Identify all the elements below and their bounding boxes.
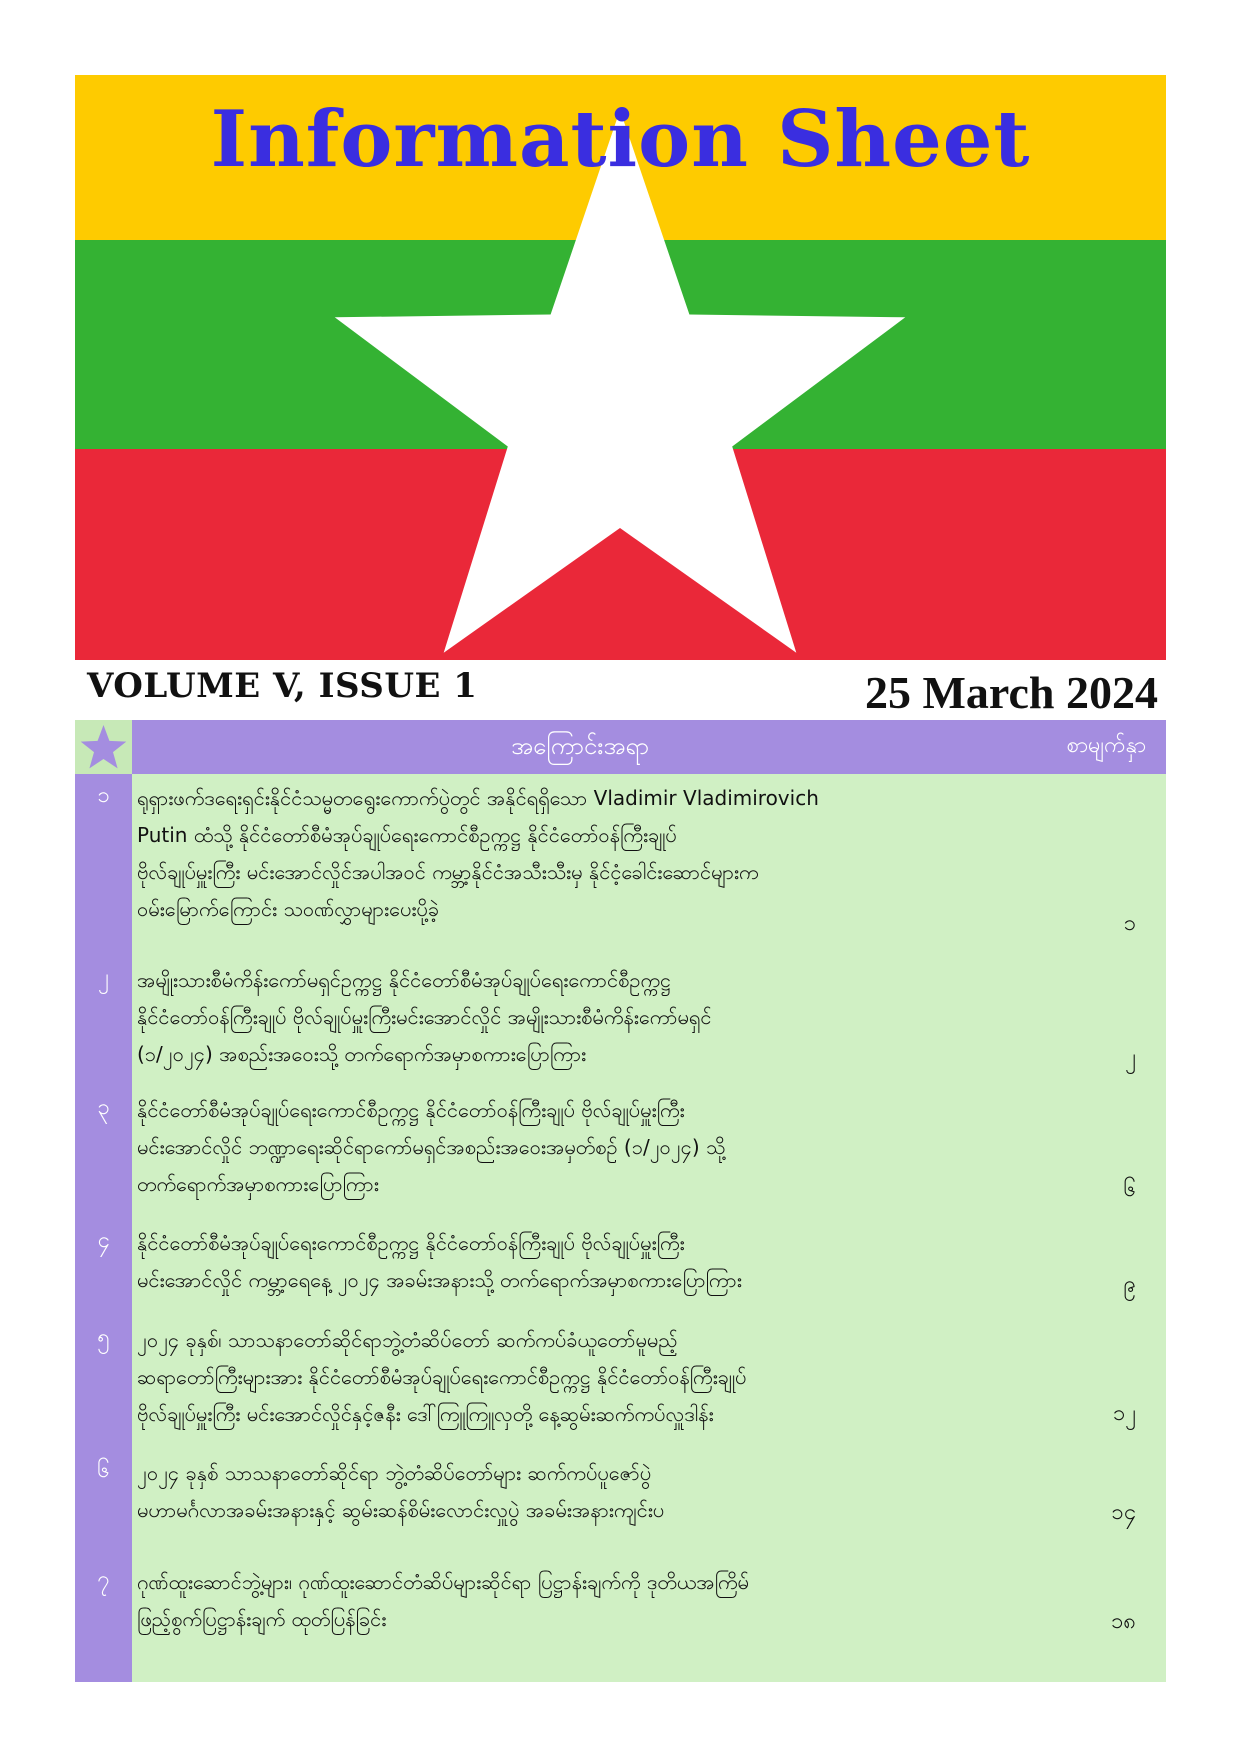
entry-page-number: ၁၄ — [1111, 1500, 1136, 1525]
entry-page-number: ၉ — [1123, 1272, 1136, 1297]
entry-title: ဂုဏ်ထူးဆောင်ဘွဲ့များ၊ ဂုဏ်ထူးဆောင်တံဆိပ်များဆိုင်ရာ ပြဋ္ဌာန်းချက်ကို ဒုတိယအကြိမ် ဖြည့်စွက်ပြဋ္ဌာန်းချက် ထုတ်ပြန်ခြင်း — [137, 1570, 749, 1631]
entry-page-number: ၁၈ — [1111, 1609, 1136, 1634]
entry-title: နိုင်ငံတော်စီမံအုပ်ချုပ်ရေးကောင်စီဥက္ကဋ္ဌ နိုင်ငံတော်ဝန်ကြီးချုပ် ဗိုလ်ချုပ်မှူးကြီး မင်းအောင်လှိုင် ကမ္ဘာ့ရေနေ့ ၂၀၂၄ အခမ်းအနားသို့ တက်ရောက်အမှာစကားပြောကြား — [137, 1231, 742, 1292]
entry-number: ၇ — [97, 1567, 110, 1592]
entry-number: ၂ — [98, 965, 109, 990]
toc-header-page: စာမျက်နှာ — [1066, 733, 1146, 758]
table-of-contents — [75, 720, 1166, 1682]
cover-banner — [75, 75, 1166, 660]
entry-number: ၆ — [97, 1458, 110, 1483]
entry-page-number: ၁ — [1123, 911, 1136, 936]
entry-title: ၂၀၂၄ ခုနှစ်၊ သာသနာတော်ဆိုင်ရာဘွဲ့တံဆိပ်တော် ဆက်ကပ်ခံယူတော်မူမည့် ဆရာတော်ကြီးများအား နိုင်ငံတော်စီမံအုပ်ချုပ်ရေးကောင်စီဥက္ကဋ္ဌ နိုင်ငံတော်ဝန်ကြီးချုပ် ဗိုလ်ချုပ်မှူးကြီး မင်းအောင်လှိုင်နှင့်ဇနီး ဒေါ်ကြူကြူလှတို့ နေ့ဆွမ်းဆက်ကပ်လှူဒါန်း — [137, 1328, 747, 1426]
entry-title: ၂၀၂၄ ခုနှစ် သာသနာတော်ဆိုင်ရာ ဘွဲ့တံဆိပ်တော်များ ဆက်ကပ်ပူဇော်ပွဲ မဟာမင်္ဂလာအခမ်းအနားနှင့် ဆွမ်းဆန်စိမ်းလောင်းလှူပွဲ အခမ်းအနားကျင်းပ — [137, 1461, 665, 1522]
banner-title: Information Sheet — [210, 94, 1031, 185]
volume-issue: VOLUME V, ISSUE 1 — [87, 666, 478, 706]
toc-header — [75, 720, 1166, 774]
entry-title: ရုရှားဖက်ဒရေးရှင်းနိုင်ငံသမ္မတရွေးကောက်ပွဲတွင် အနိုင်ရရှိသော Vladimir Vladimirovich Putin ထံသို့ နိုင်ငံတော်စီမံအုပ်ချုပ်ရေးကောင်စီဥက္ကဋ္ဌ နိုင်ငံတော်ဝန်ကြီးချုပ် ဗိုလ်ချုပ်မှူးကြီး မင်းအောင်လှိုင်အပါအဝင် ကမ္ဘာ့နိုင်ငံအသီးသီးမှ နိုင်ငံ့ခေါင်းဆောင်များက ဝမ်းမြောက်ကြောင်း သဝဏ်လွှာများပေးပို့ခဲ့ — [137, 786, 819, 921]
entry-number: ၅ — [97, 1325, 110, 1350]
issue-date: 25 March 2024 — [864, 667, 1158, 718]
toc-header-title: အကြောင်းအရာ — [511, 732, 649, 760]
entry-page-number: ၆ — [1123, 1177, 1136, 1202]
issue-meta — [75, 662, 1166, 722]
entry-title: အမျိုးသားစီမံကိန်းကော်မရှင်ဥက္ကဋ္ဌ နိုင်ငံတော်စီမံအုပ်ချုပ်ရေးကောင်စီဥက္ကဋ္ဌ နိုင်ငံတော်ဝန်ကြီးချုပ် ဗိုလ်ချုပ်မှူးကြီးမင်းအောင်လှိုင် အမျိုးသားစီမံကိန်းကော်မရှင် (၁/၂၀၂၄) အစည်းအဝေးသို့ တက်ရောက်အမှာစကားပြောကြား — [137, 968, 712, 1066]
entry-page-number: ၂ — [1125, 1045, 1136, 1070]
entry-number: ၃ — [97, 1095, 110, 1120]
entry-title: နိုင်ငံတော်စီမံအုပ်ချုပ်ရေးကောင်စီဥက္ကဋ္ဌ နိုင်ငံတော်ဝန်ကြီးချုပ် ဗိုလ်ချုပ်မှူးကြီး မင်းအောင်လှိုင် ဘဏ္ဍာရေးဆိုင်ရာကော်မရှင်အစည်းအဝေးအမှတ်စဉ် (၁/၂၀၂၄) သို့ တက်ရောက်အမှာစကားပြောကြား — [137, 1098, 726, 1196]
entry-number: ၁ — [97, 783, 110, 808]
entry-page-number: ၁၂ — [1112, 1401, 1136, 1426]
entry-number: ၄ — [97, 1228, 110, 1253]
